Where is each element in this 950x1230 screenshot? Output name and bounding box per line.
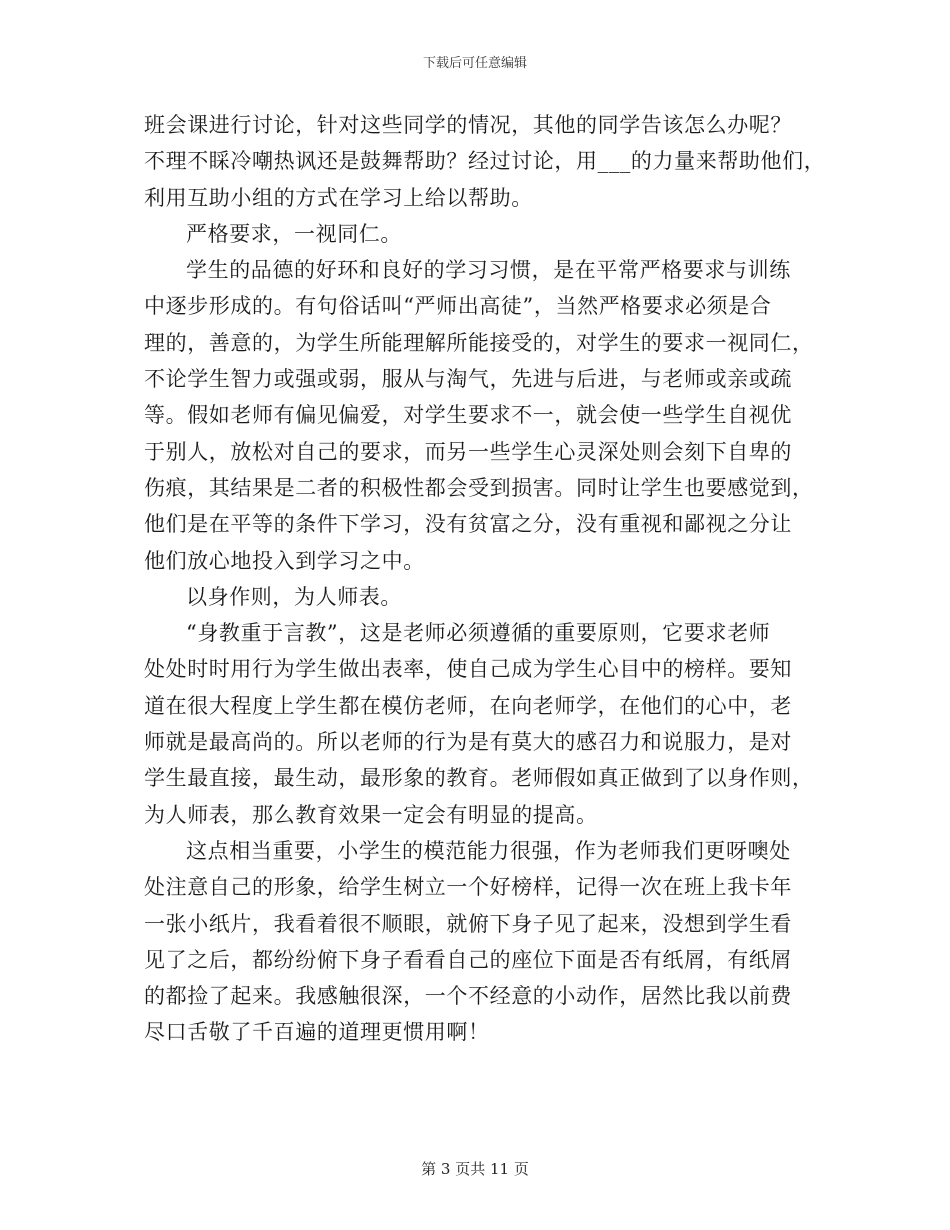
- text-line: 等。假如老师有偏见偏爱，对学生要求不一，就会使一些学生自视优: [144, 403, 792, 428]
- text-line: 处处时时用行为学生做出表率，使自己成为学生心目中的榜样。要知: [144, 657, 792, 682]
- text-line: 道在很大程度上学生都在模仿老师，在向老师学，在他们的心中，老: [144, 693, 792, 718]
- text-line: 班会课进行讨论，针对这些同学的情况，其他的同学告该怎么办呢？: [144, 113, 792, 137]
- text-line: 他们放心地投入到学习之中。: [144, 548, 425, 573]
- text-line: 学生的品德的好环和良好的学习习惯，是在平常严格要求与训练: [186, 258, 791, 283]
- text-line: 理的，善意的，为学生所能理解所能接受的，对学生的要求一视同仁，: [144, 330, 814, 355]
- page-footer: 第 3 页共 11 页: [421, 1160, 529, 1178]
- text-line: 利用互助小组的方式在学习上给以帮助。: [144, 185, 533, 210]
- text-line: 学生最直接，最生动，最形象的教育。老师假如真正做到了以身作则，: [144, 766, 814, 791]
- text-line: 中逐步形成的。有句俗话叫“严师出高徒”，当然严格要求必须是合: [144, 294, 772, 319]
- text-line: 为人师表，那么教育效果一定会有明显的提高。: [144, 802, 598, 827]
- section-heading: 严格要求，一视同仁。: [186, 221, 402, 246]
- text-line: 尽口舌敬了千百遍的道理更惯用啊！: [144, 1020, 490, 1045]
- text-line: 的都捡了起来。我感触很深，一个不经意的小动作，居然比我以前费: [144, 984, 792, 1009]
- text-line: 于别人，放松对自己的要求，而另一些学生心灵深处则会刻下自卑的: [144, 439, 792, 464]
- text-line: 不论学生智力或强或弱，服从与淘气，先进与后进，与老师或亲或疏: [144, 367, 792, 392]
- text-line: 他们是在平等的条件下学习，没有贫富之分，没有重视和鄙视之分让: [144, 512, 792, 537]
- section-heading: 以身作则，为人师表。: [186, 584, 402, 609]
- text-line: 处注意自己的形象，给学生树立一个好榜样，记得一次在班上我卡年: [144, 875, 792, 900]
- text-line: 这点相当重要，小学生的模范能力很强，作为老师我们更呀噢处: [186, 838, 791, 863]
- text-line: 伤痕，其结果是二者的积极性都会受到损害。同时让学生也要感觉到，: [144, 475, 814, 500]
- text-line: “身教重于言教”，这是老师必须遵循的重要原则，它要求老师: [186, 621, 771, 646]
- text-line: 见了之后，都纷纷俯下身子看看自己的座位下面是否有纸屑，有纸屑: [144, 947, 792, 972]
- text-line: 师就是最高尚的。所以老师的行为是有莫大的感召力和说服力，是对: [144, 730, 792, 755]
- page-header: 下载后可任意编辑: [422, 56, 527, 71]
- document-body: [144, 107, 826, 1051]
- text-line: 一张小纸片，我看着很不顺眼，就俯下身子见了起来，没想到学生看: [144, 911, 792, 936]
- text-line: 不理不睬冷嘲热讽还是鼓舞帮助？经过讨论，用___的力量来帮助他们，: [144, 149, 826, 174]
